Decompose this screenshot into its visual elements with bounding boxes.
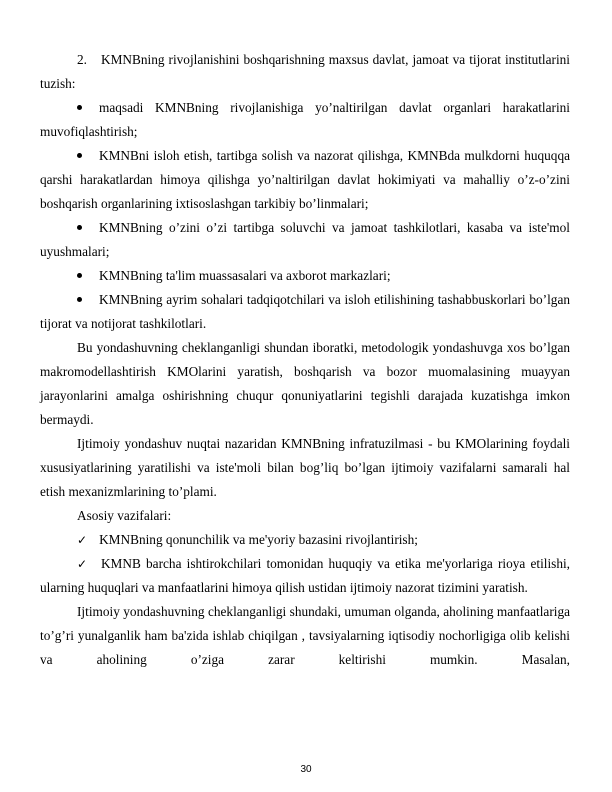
bullet-item: [40, 216, 570, 264]
numbered-item-2-block: [40, 48, 570, 96]
check-text: KMNBning qonunchilik va me'yoriy bazasini rivojlantirish;: [99, 532, 418, 547]
paragraph: Ijtimoiy yondashuvning cheklanganligi shundaki, umuman olganda, aholining manfaatlariga to’g’ri yunalganlik ham ba'zida ishlab chiqilgan , tavsiyalarning iqtisodiy nochorligiga olib kelishi va aholining o’ziga zarar keltirishi mumkin. Masalan,: [40, 604, 570, 667]
numbered-item-text: KMNBning rivojlanishini boshqarishning maxsus davlat, jamoat va tijorat institutlarini tuzish:: [40, 52, 570, 91]
checkmark-icon: ✓: [77, 533, 88, 547]
check-text: KMNB barcha ishtirokchilari tomonidan huquqiy va etika me'yorlariga rioya etilishi, ularning huquqlari va manfaatlarini himoya qilish ustidan ijtimoiy nazorat tizimini yaratish.: [40, 556, 570, 595]
bullet-item: [40, 264, 570, 288]
bullet-text: maqsadi KMNBning rivojlanishiga yo’naltirilgan davlat organlari harakatlarini muvofiqlashtirish;: [40, 100, 570, 139]
check-item: [40, 552, 570, 600]
numbered-item-marker: 2.: [77, 52, 87, 67]
bullet-dot-icon: [77, 105, 82, 110]
bullet-item: [40, 96, 570, 144]
bullet-dot-icon: [77, 273, 82, 278]
bullet-text: KMNBning o’zini o’zi tartibga soluvchi va jamoat tashkilotlari, kasaba va iste'mol uyushmalari;: [40, 220, 570, 259]
check-item: [40, 528, 570, 552]
bullet-text: KMNBning ayrim sohalari tadqiqotchilari va isloh etilishining tashabbuskorlari bo’lgan tijorat va notijorat tashkilotlari.: [40, 292, 570, 331]
bullet-item: [40, 144, 570, 216]
paragraph: Ijtimoiy yondashuv nuqtai nazaridan KMNBning infratuzilmasi - bu KMOlarining foydali xususiyatlarining yaratilishi va iste'moli bilan bog’liq bo’lgan ijtimoiy vazifalarni samarali hal etish mexanizmlarining to’plami.: [40, 436, 570, 499]
paragraph: Bu yondashuvning cheklanganligi shundan iboratki, metodologik yondashuvga xos bo’lgan makromodellashtirish KMOlarini yaratish, boshqarish va bozor muomalasining muayyan jarayonlarini amalga oshirishning chuqur qonuniyatlarini tegishli darajada kuzatishga imkon bermaydi.: [40, 340, 570, 427]
bullet-dot-icon: [77, 225, 82, 230]
bullet-dot-icon: [77, 153, 82, 158]
page-number: 30: [300, 764, 312, 775]
bullet-dot-icon: [77, 297, 82, 302]
section-heading: Asosiy vazifalari:: [77, 508, 172, 523]
text-flow: [40, 48, 570, 672]
bullet-item: [40, 288, 570, 336]
bullet-text: KMNBning ta'lim muassasalari va axborot markazlari;: [99, 268, 391, 283]
checkmark-icon: ✓: [77, 557, 89, 571]
bullet-text: KMNBni isloh etish, tartibga solish va nazorat qilishga, KMNBda mulkdorni huquqqa qarshi harakatlardan himoya qilishga yo’naltirilgan davlat hokimiyati va mahalliy o’z-o’zini boshqarish organlarining ixtisoslashgan tarkibiy bo’linmalari;: [40, 148, 570, 211]
